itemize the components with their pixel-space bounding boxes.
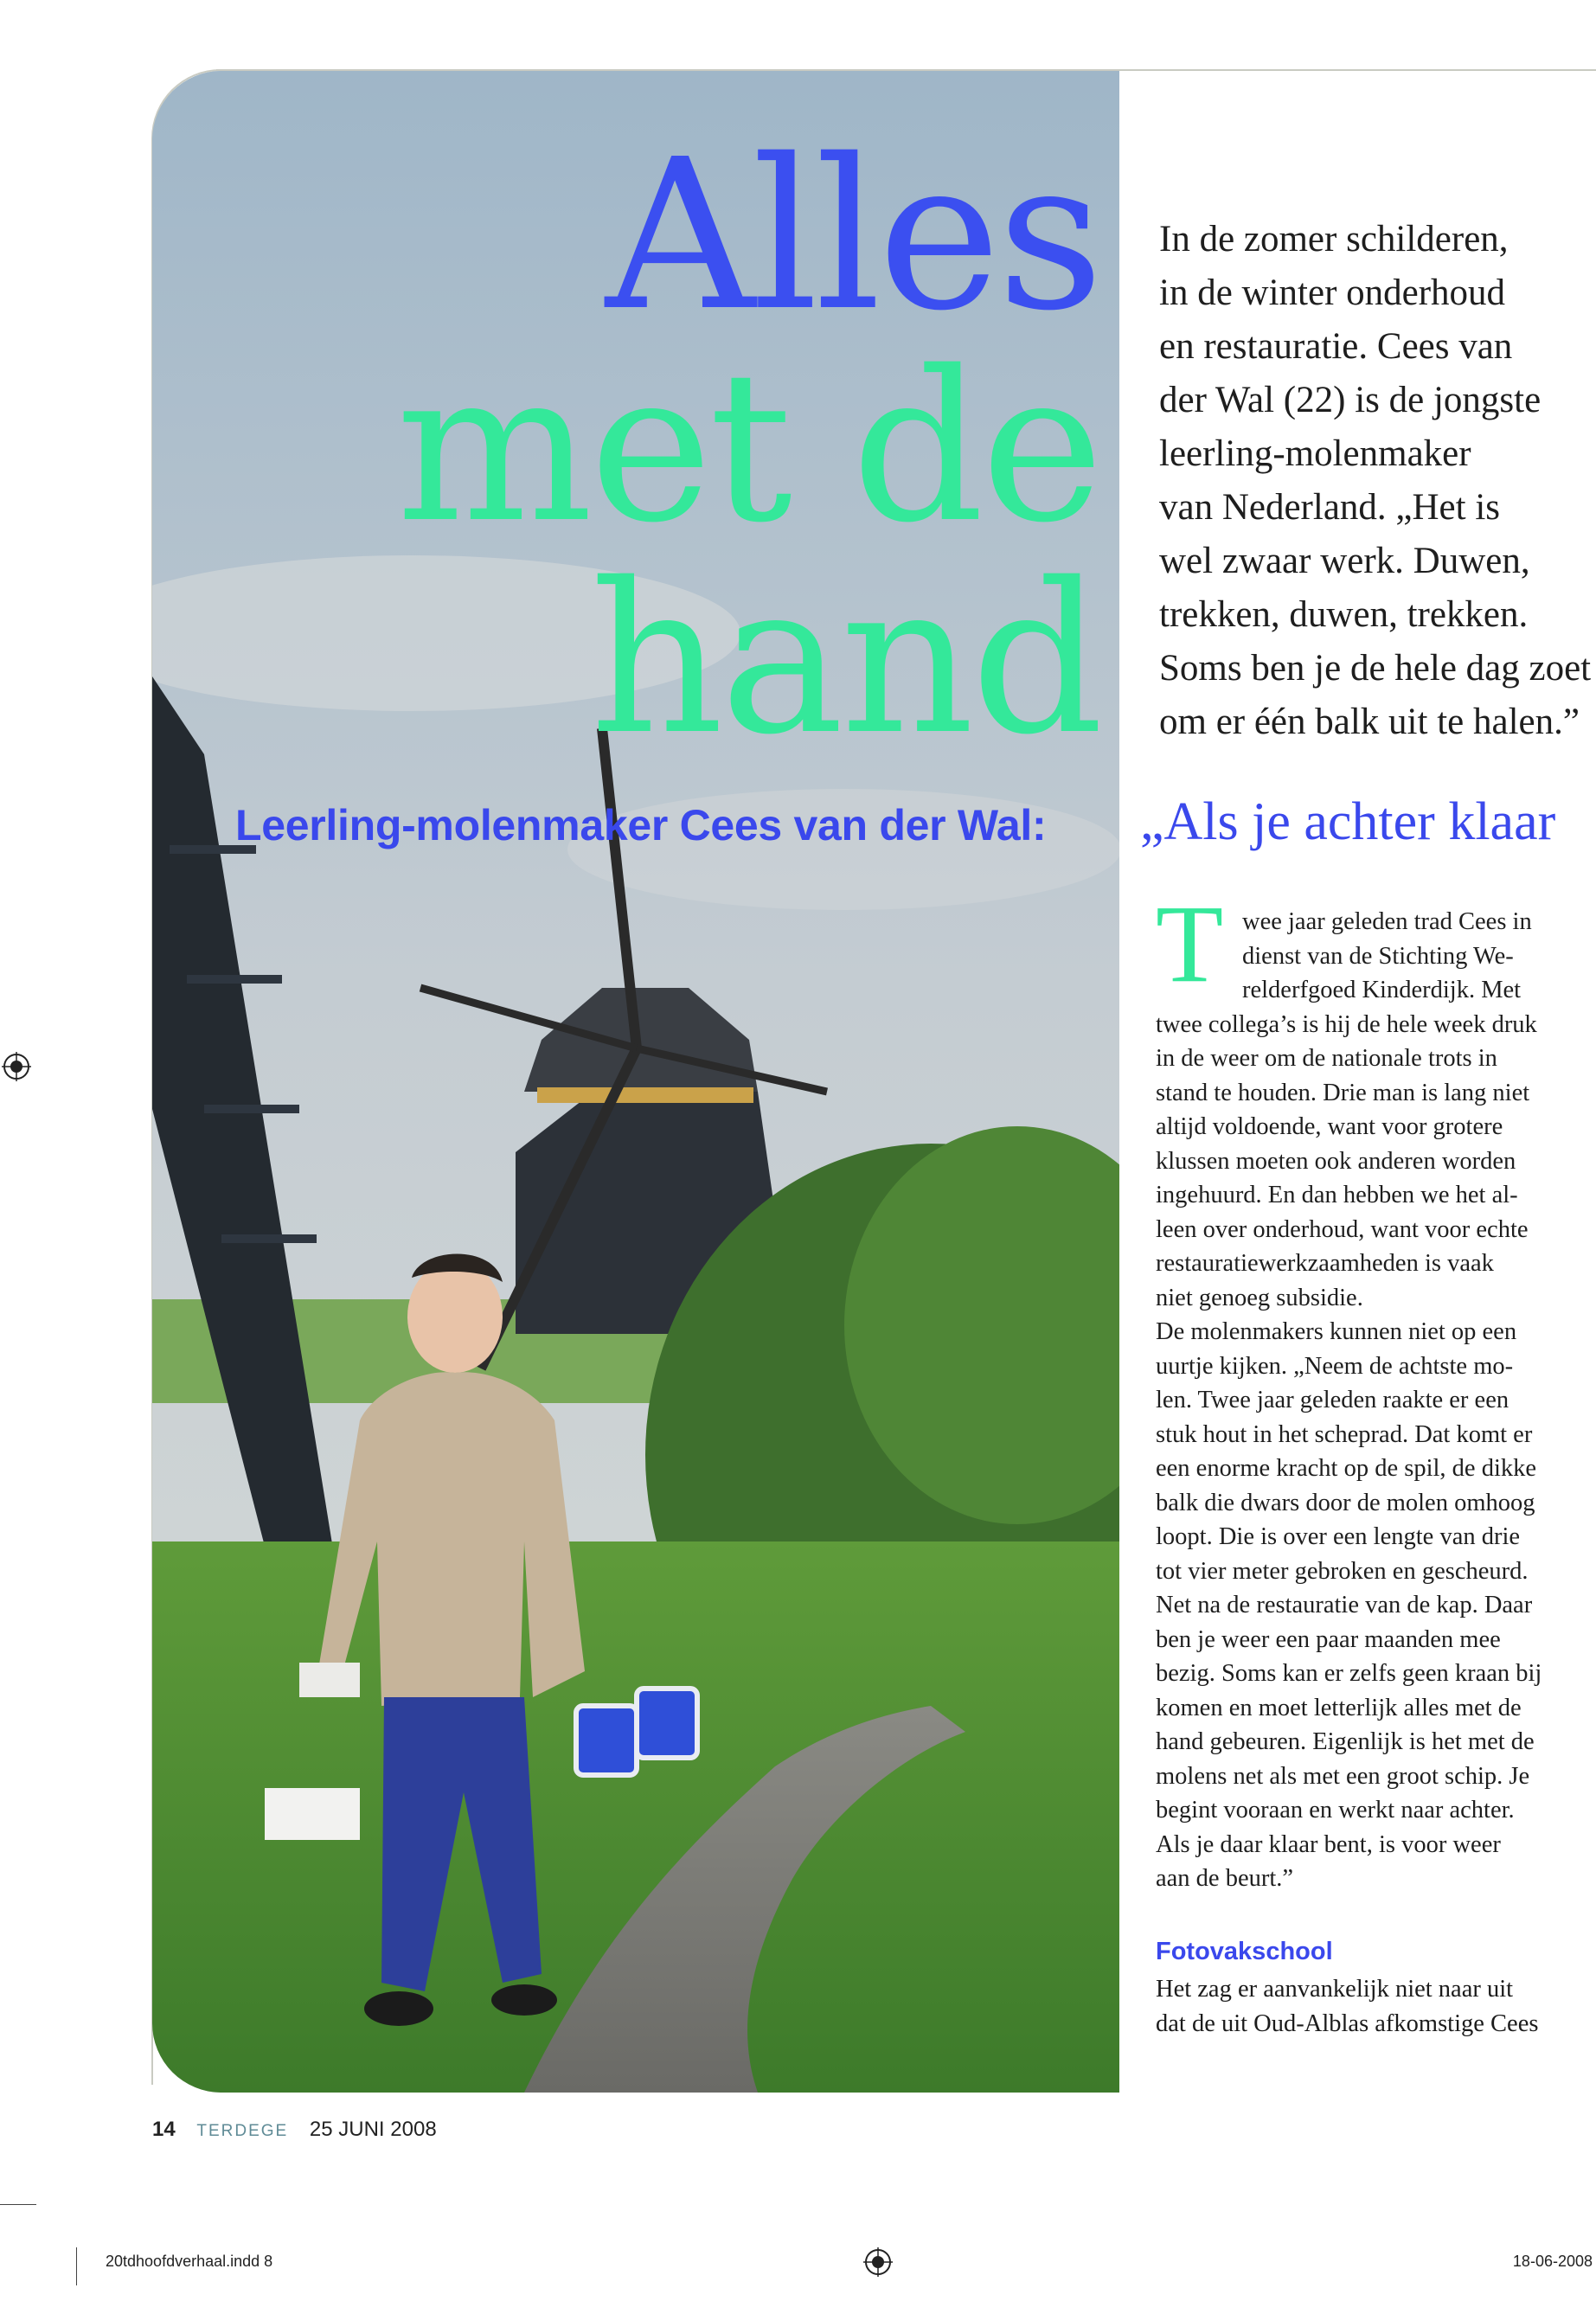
body-line: restauratiewerkzaamheden is vaak (1156, 1250, 1494, 1277)
body-line: ingehuurd. En dan hebben we het al- (1156, 1182, 1518, 1208)
body-line: uurtje kijken. „Neem de achtste mo- (1156, 1352, 1514, 1380)
body-line: tot vier meter gebroken en gescheurd. (1156, 1557, 1529, 1585)
body-line: leen over onderhoud, want voor echte (1156, 1215, 1529, 1243)
intro-line: van Nederland. „Het is (1159, 487, 1501, 528)
body-line: Als je daar klaar bent, is voor weer (1156, 1830, 1501, 1858)
article-body-continued (1156, 1972, 1538, 2041)
body-line: relderfgoed Kinderdijk. Met (1242, 977, 1522, 1003)
headline-line-1: Alles (605, 114, 1100, 356)
body-line: De molenmakers kunnen niet op een (1156, 1318, 1517, 1345)
headline-line-3: hand (590, 538, 1100, 780)
headline-line-2: met de (395, 326, 1100, 568)
intro-paragraph (1159, 213, 1592, 749)
pull-quote: „Als je achter klaar (1140, 792, 1556, 851)
body-line: niet genoeg subsidie. (1156, 1284, 1363, 1311)
intro-line: trekken, duwen, trekken. (1159, 594, 1529, 635)
body-line: Net na de restauratie van de kap. Daar (1156, 1592, 1533, 1618)
body-line: begint vooraan en werkt naar achter. (1156, 1797, 1515, 1823)
body-line: stuk hout in het scheprad. Dat komt er (1156, 1420, 1533, 1448)
intro-line: en restauratie. Cees van (1159, 326, 1513, 367)
body-line: aan de beurt.” (1156, 1865, 1294, 1892)
intro-line: in de winter onderhoud (1159, 272, 1506, 313)
crop-mark (76, 2247, 77, 2285)
intro-line: Soms ben je de hele dag zoet (1159, 648, 1592, 689)
intro-line: leerling-molenmaker (1159, 433, 1471, 474)
crop-mark (0, 2204, 36, 2205)
registration-mark-icon (2, 1052, 31, 1081)
body-line: dienst van de Stichting We- (1242, 942, 1514, 970)
slug-date: 18-06-2008 (1512, 2253, 1593, 2270)
body-line: ben je weer een paar maanden mee (1156, 1625, 1501, 1653)
body-line: molens net als met een groot schip. Je (1156, 1762, 1530, 1790)
slug-filename: 20tdhoofdverhaal.indd 8 (106, 2253, 273, 2270)
body-line: komen en moet letterlijk alles met de (1156, 1694, 1522, 1721)
body-line: stand te houden. Drie man is lang niet (1156, 1079, 1530, 1106)
body-line: wee jaar geleden trad Cees in (1242, 908, 1532, 935)
body-line: Het zag er aanvankelijk niet naar uit (1156, 1976, 1514, 2003)
body-line: twee collega’s is hij de hele week druk (1156, 1010, 1537, 1038)
intro-line: der Wal (22) is de jongste (1159, 380, 1542, 420)
intro-line: om er één balk uit te halen.” (1159, 702, 1580, 742)
body-line: bezig. Soms kan er zelfs geen kraan bij (1156, 1660, 1542, 1687)
body-line: dat de uit Oud-Alblas afkomstige Cees (1156, 2009, 1539, 2037)
body-line: klussen moeten ook anderen worden (1156, 1147, 1516, 1175)
registration-mark-icon (863, 2247, 893, 2277)
body-line: loopt. Die is over een lengte van drie (1156, 1523, 1521, 1550)
drop-cap: T (1156, 882, 1224, 1005)
body-line: hand gebeuren. Eigenlijk is het met de (1156, 1728, 1535, 1755)
article-body (1156, 905, 1596, 1896)
body-line: in de weer om de nationale trots in (1156, 1045, 1497, 1072)
headline (395, 114, 1100, 780)
body-line: balk die dwars door de molen omhoog (1156, 1489, 1535, 1516)
page-number: 14 (152, 2118, 176, 2141)
kicker: Leerling-molenmaker Cees van der Wal: (235, 801, 1047, 849)
subheading: Fotovakschool (1156, 1938, 1333, 1965)
intro-line: wel zwaar werk. Duwen, (1159, 541, 1530, 581)
body-line: een enorme kracht op de spil, de dikke (1156, 1455, 1537, 1482)
page-footer (152, 2118, 437, 2142)
magazine-name: TERDEGE (196, 2122, 289, 2140)
body-line: altijd voldoende, want voor grotere (1156, 1113, 1503, 1140)
issue-date: 25 JUNI 2008 (309, 2118, 437, 2141)
body-line: len. Twee jaar geleden raakte er een (1156, 1387, 1509, 1413)
intro-line: In de zomer schilderen, (1159, 219, 1509, 260)
